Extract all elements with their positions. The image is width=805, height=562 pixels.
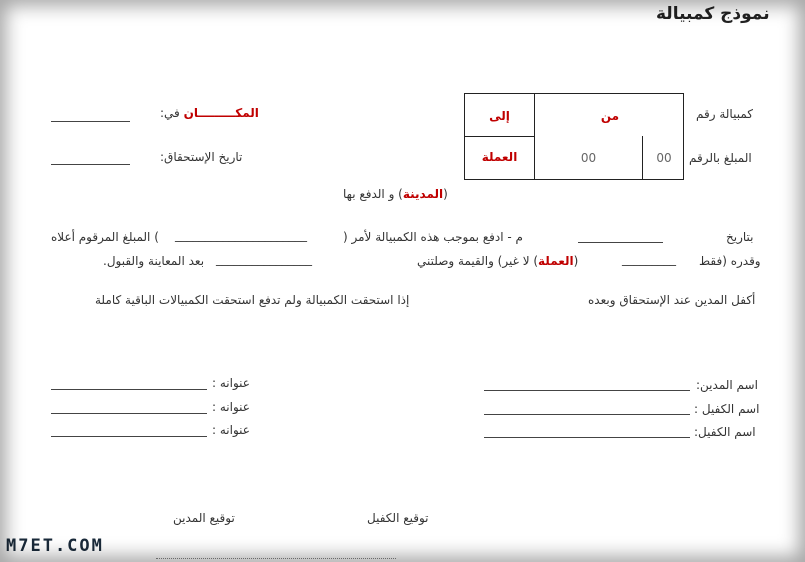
date-line bbox=[578, 242, 663, 243]
amount-number-label: المبلغ بالرقم bbox=[689, 151, 752, 165]
guarantee-right-text: أكفل المدين عند الإستحقاق وبعده bbox=[588, 293, 756, 307]
due-date-line bbox=[51, 164, 130, 165]
amount-above-text: ) المبلغ المرقوم أعلاه bbox=[51, 230, 159, 244]
currency-label: العملة bbox=[481, 150, 518, 164]
pay-order-text: م - ادفع بموجب هذه الكمبيالة لأمر ( bbox=[343, 230, 523, 244]
amount-value-1: 00 bbox=[580, 151, 597, 165]
payment-city-line: (المدينة) و الدفع بها bbox=[343, 187, 448, 201]
document-title: نموذج كمبيالة bbox=[656, 4, 770, 24]
amount-value-2: 00 bbox=[656, 151, 672, 165]
due-date-label: تاريخ الإستحقاق: bbox=[160, 150, 243, 164]
inspection-text: بعد المعاينة والقبول. bbox=[103, 254, 205, 268]
bill-number-label: كمبيالة رقم bbox=[696, 107, 753, 121]
address-label-1: عنوانه : bbox=[212, 376, 250, 390]
address-label-2: عنوانه : bbox=[212, 400, 250, 414]
pay-order-blank: ______________________ bbox=[175, 228, 307, 242]
place-suffix: في: bbox=[160, 106, 180, 120]
debtor-name-line bbox=[484, 390, 690, 391]
guarantee-left-text: إذا استحقت الكمبيالة ولم تدفع استحقت الكمبيالات الباقية كاملة bbox=[95, 293, 410, 307]
address-label-3: عنوانه : bbox=[212, 423, 250, 437]
from-label: من bbox=[600, 109, 620, 123]
address-line-2 bbox=[51, 413, 207, 414]
sum-label: وقدره (فقط bbox=[699, 254, 761, 268]
guarantor-name-line-2 bbox=[484, 437, 690, 438]
bill-table bbox=[464, 93, 684, 180]
guarantor-name-label-1: اسم الكفيل : bbox=[694, 402, 760, 416]
debtor-name-label: اسم المدين: bbox=[696, 378, 758, 392]
guarantor-name-label-2: اسم الكفيل: bbox=[694, 425, 756, 439]
guarantor-signature-label: توقيع الكفيل bbox=[367, 511, 429, 525]
place-field-label bbox=[160, 106, 259, 120]
city-label: المدينة bbox=[402, 187, 444, 201]
to-label: إلى bbox=[489, 109, 510, 123]
date-label: بتاريخ bbox=[726, 230, 754, 244]
currency-inline-label: العملة bbox=[538, 254, 574, 268]
address-line-1 bbox=[51, 389, 207, 390]
debtor-signature-label: توقيع المدين bbox=[173, 511, 235, 525]
bottom-divider bbox=[156, 558, 396, 559]
guarantor-name-line-1 bbox=[484, 414, 690, 415]
sum-currency-text: (العملة) لا غير) والقيمة وصلتني bbox=[417, 254, 579, 268]
site-watermark: M7ET.COM bbox=[6, 536, 104, 556]
place-line bbox=[51, 121, 130, 122]
sum-blank: _________ bbox=[622, 252, 676, 266]
value-received-blank: ________________ bbox=[216, 252, 312, 266]
address-line-3 bbox=[51, 436, 207, 437]
place-label: المكـــــــــان bbox=[183, 106, 259, 120]
